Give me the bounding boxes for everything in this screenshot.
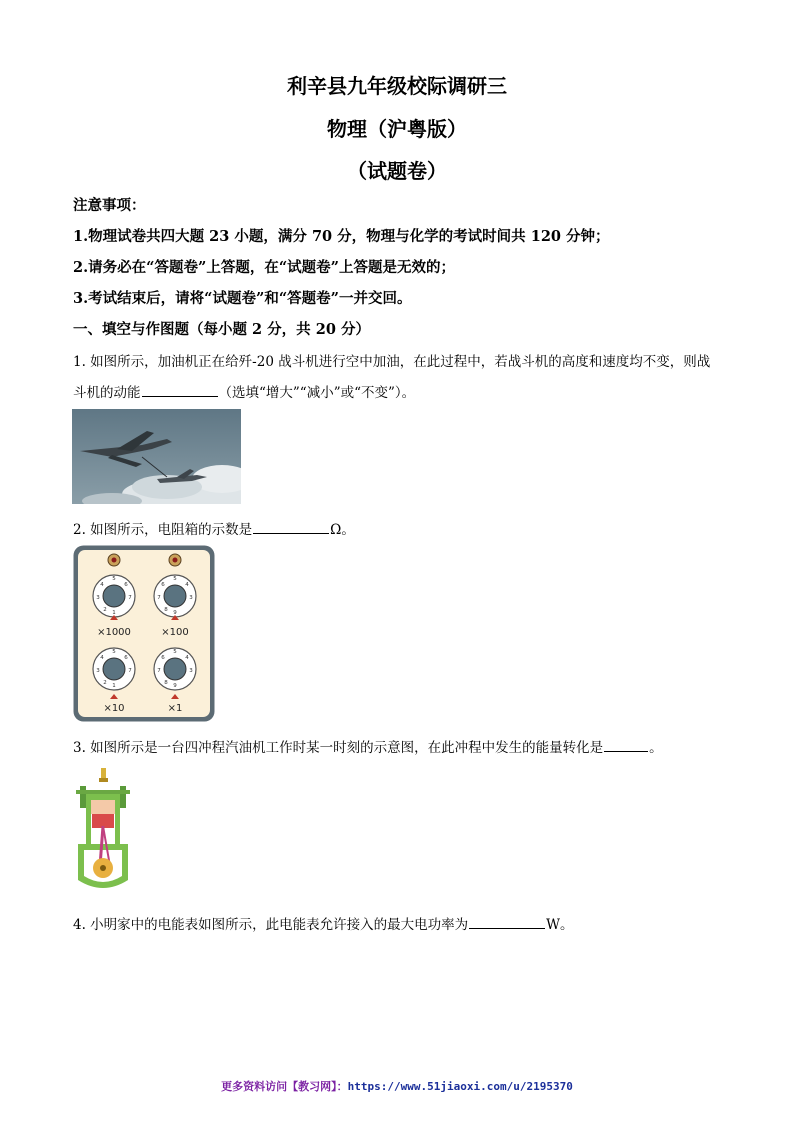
svg-text:4: 4 [185,582,189,588]
question-4-line [73,913,574,933]
svg-text:7: 7 [157,668,161,674]
notes-heading: 注意事项： [73,197,146,214]
resistance-box-figure [72,544,216,723]
svg-text:9: 9 [173,610,177,616]
question-1-line-2 [73,381,415,401]
question-2-line [73,518,355,538]
svg-text:5: 5 [112,649,116,655]
svg-text:6: 6 [124,655,128,661]
question-3-line [73,736,663,756]
answer-blank-3[interactable] [604,737,648,752]
section-heading: 一、填空与作图题（每小题 2 分，共 20 分） [73,321,370,338]
svg-text:7: 7 [128,668,132,674]
svg-text:7: 7 [128,595,132,601]
svg-text:8: 8 [164,607,168,613]
svg-text:5: 5 [173,649,177,655]
question-4-text-b: W。 [546,917,574,933]
svg-text:2: 2 [103,607,107,613]
footer-label: 更多资料访问【教习网】： [221,1080,348,1093]
engine-diagram [72,768,134,896]
question-4-text-a: 4. 小明家中的电能表如图所示，此电能表允许接入的最大电功率为 [73,917,469,933]
svg-text:9: 9 [173,683,177,689]
svg-text:3: 3 [189,595,193,601]
question-2-text-b: Ω。 [330,522,355,538]
dial-label-x100: ×100 [161,627,189,638]
note-item-1: 1.物理试卷共四大题 23 小题，满分 70 分，物理与化学的考试时间共 120 分钟； [73,228,610,245]
exam-paper-type: （试题卷） [347,159,447,183]
exam-subtitle: 物理（沪粤版） [327,117,467,141]
exam-title: 利辛县九年级校际调研三 [287,74,507,98]
answer-blank-1[interactable] [142,382,218,397]
dial-label-x1000: ×1000 [97,627,131,638]
question-3-text-a: 3. 如图所示是一台四冲程汽油机工作时某一时刻的示意图，在此冲程中发生的能量转化是 [73,740,604,756]
svg-text:1: 1 [112,683,116,689]
svg-text:6: 6 [161,582,165,588]
answer-blank-4[interactable] [469,914,545,929]
question-3-text-b: 。 [649,740,663,756]
svg-text:5: 5 [112,576,116,582]
dial-label-x1: ×1 [167,703,183,714]
svg-text:3: 3 [96,595,100,601]
svg-text:2: 2 [103,680,107,686]
svg-text:4: 4 [100,582,104,588]
question-1-text-a: 斗机的动能 [73,385,141,401]
dial-label-x10: ×10 [103,703,125,714]
question-2-text-a: 2. 如图所示，电阻箱的示数是 [73,522,253,538]
svg-text:4: 4 [100,655,104,661]
note-item-2: 2.请务必在“答题卷”上答题，在“试题卷”上答题是无效的； [73,259,455,276]
note-item-3: 3.考试结束后，请将“试题卷”和“答题卷”一并交回。 [73,290,412,307]
answer-blank-2[interactable] [253,519,329,534]
svg-text:3: 3 [96,668,100,674]
svg-text:1: 1 [112,610,116,616]
question-1-text-b: （选填“增大”“减小”或“不变”）。 [218,385,416,401]
footer-link[interactable]: https://www.51jiaoxi.com/u/2195370 [347,1080,573,1093]
svg-text:3: 3 [189,668,193,674]
question-1-line-1: 1. 如图所示，加油机正在给歼-20 战斗机进行空中加油，在此过程中，若战斗机的高度和速度均不变，则战 [73,354,711,370]
footer [0,1078,794,1094]
svg-text:5: 5 [173,576,177,582]
svg-text:8: 8 [164,680,168,686]
svg-text:4: 4 [185,655,189,661]
refueling-photo [72,409,241,504]
svg-text:6: 6 [161,655,165,661]
svg-text:6: 6 [124,582,128,588]
svg-text:7: 7 [157,595,161,601]
